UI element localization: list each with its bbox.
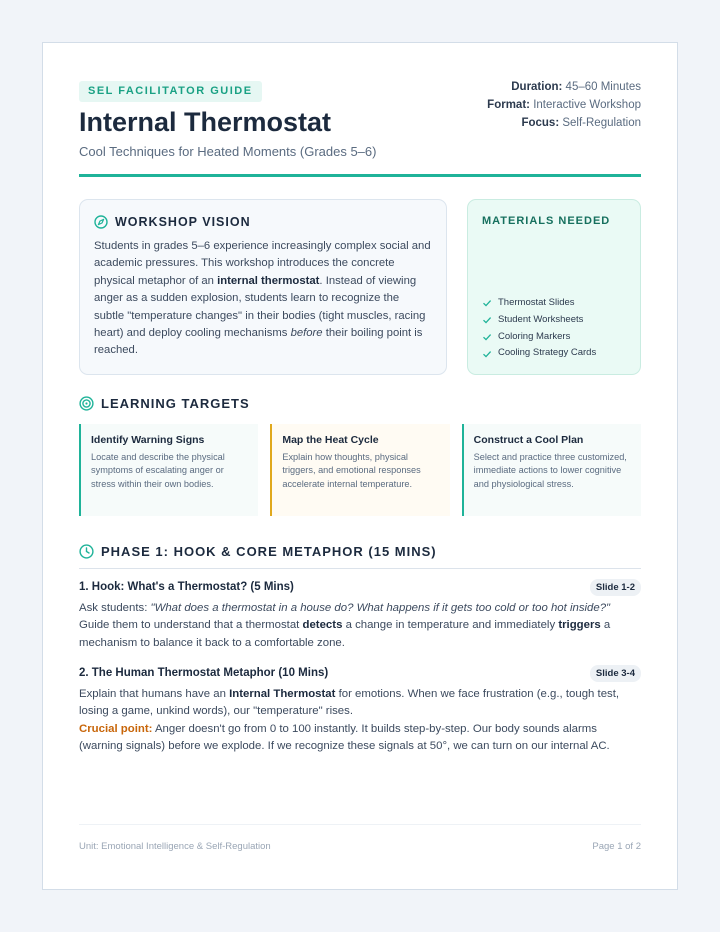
target-card-cool-plan (462, 424, 641, 516)
footer-unit: Unit: Emotional Intelligence & Self-Regulation (79, 841, 271, 852)
workshop-vision-card (79, 199, 447, 375)
guide-page (42, 42, 678, 890)
footer-divider (79, 824, 641, 825)
materials-list (482, 295, 596, 362)
hook-title: 1. Hook: What's a Thermostat? (5 Mins) (79, 581, 294, 593)
list-item: Student Worksheets (482, 312, 596, 329)
target-title: Construct a Cool Plan (473, 434, 584, 446)
list-item: Thermostat Slides (482, 295, 596, 312)
check-icon (482, 298, 492, 308)
list-item: Cooling Strategy Cards (482, 345, 596, 362)
page-title: Internal Thermostat (79, 107, 332, 137)
learning-targets-header (79, 396, 250, 411)
phase-1-heading: PHASE 1: HOOK & CORE METAPHOR (15 MINS) (101, 544, 437, 559)
target-icon (79, 396, 94, 411)
guide-badge: SEL FACILITATOR GUIDE (79, 81, 262, 102)
meta-duration: Duration: 45–60 Minutes (511, 81, 641, 93)
page-subtitle: Cool Techniques for Heated Moments (Grades 5–6) (79, 144, 377, 159)
header-divider (79, 174, 641, 177)
metaphor-text: Explain that humans have an Internal Thermostat for emotions. When we face frustration (e.g., tough test, losing a game, unkind words), our "temperature" rises. Crucial point: Anger doesn't go from 0 to 100 instantly. It builds step-by-step. Our body sounds alarms (warning signals) before we explode. If we recognize these signals at 50°, we can turn on our internal AC. (79, 688, 620, 753)
hook-text: Ask students: "What does a thermostat in a house do? What happens if it gets too cold or too hot inside?" Guide them to understand that a thermostat detects a change in temperature and immediately triggers a mechanism to balance it back to a comfortable zone. (79, 602, 611, 649)
meta-format: Format: Interactive Workshop (487, 99, 641, 111)
target-title: Map the Heat Cycle (282, 434, 379, 446)
target-card-heat-cycle (270, 424, 449, 516)
clock-icon (79, 544, 94, 559)
target-card-warning-signs (79, 424, 258, 516)
vision-heading: WORKSHOP VISION (115, 215, 251, 229)
meta-focus: Focus: Self-Regulation (521, 117, 641, 129)
materials-heading: MATERIALS NEEDED (482, 215, 611, 227)
target-desc: Explain how thoughts, physical triggers, and emotional responses accelerate internal temperature. (282, 452, 421, 489)
vision-text: Students in grades 5–6 experience increasingly complex social and academic pressures. This workshop introduces the concrete physical metaphor of an internal thermostat. Instead of viewing anger as a sudden explosion, students learn to recognize the subtle "temperature changes" in their bodies (tight muscles, racing heart) and deploy cooling mechanisms before their boiling point is reached. (94, 240, 431, 357)
check-icon (482, 315, 492, 325)
slide-badge: Slide 3-4 (590, 665, 641, 682)
target-desc: Select and practice three customized, immediate actions to lower cognitive and physiological stress. (473, 452, 627, 489)
target-desc: Locate and describe the physical symptoms of escalating anger or stress within their own bodies. (91, 452, 225, 489)
list-item: Coloring Markers (482, 329, 596, 346)
crucial-point-label: Crucial point: (79, 722, 153, 735)
slide-badge: Slide 1-2 (590, 579, 641, 596)
check-icon (482, 349, 492, 359)
phase-1-header (79, 544, 437, 559)
workshop-meta (487, 78, 641, 132)
materials-card (467, 199, 641, 375)
learning-targets-heading: LEARNING TARGETS (101, 396, 250, 411)
learning-targets (79, 424, 641, 516)
target-title: Identify Warning Signs (91, 434, 205, 446)
compass-icon (94, 215, 108, 229)
check-icon (482, 332, 492, 342)
metaphor-title: 2. The Human Thermostat Metaphor (10 Mins) (79, 667, 329, 679)
page-number: Page 1 of 2 (592, 841, 641, 852)
phase-divider (79, 568, 641, 569)
